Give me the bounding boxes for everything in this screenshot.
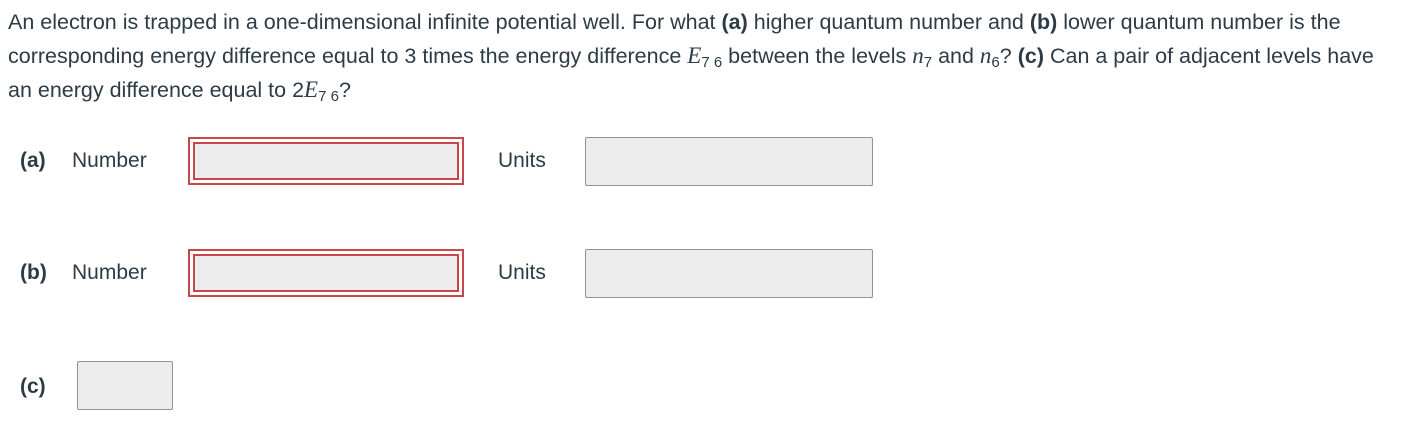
question-text [8,6,1398,107]
part-a-tag: (a) [721,10,748,34]
part-a-label: (a) [20,149,46,172]
number-label-a: Number [72,149,147,172]
energy-subscript: 7 6 [701,54,723,71]
between-text: between the levels [722,44,913,68]
answer-select-c[interactable] [77,361,173,410]
number-input-a[interactable] [188,137,464,185]
n7-subscript: 7 [923,54,933,71]
end-mark: ? [338,78,351,102]
number-input-a-field[interactable] [193,142,459,180]
part-b-tag: (b) [1029,10,1058,34]
part-b-text: lower quantum number is the corresponding energy difference equal to 3 times the energy difference [8,10,1341,68]
units-select-a[interactable] [585,137,873,186]
units-label-a: Units [498,149,546,172]
n6-symbol: n [979,43,992,68]
part-c-tag: (c) [1017,44,1044,68]
number-input-b-field[interactable] [193,254,459,292]
question-mark: ? [999,44,1018,68]
n7-symbol: n [912,43,924,68]
number-input-b[interactable] [188,249,464,297]
part-b-label: (b) [20,261,47,284]
and-text: and [932,44,980,68]
part-a-text: higher quantum number and [747,10,1030,34]
energy-subscript-2: 7 6 [318,88,339,105]
n6-subscript: 6 [991,54,1000,71]
energy-symbol-2: E [304,77,319,102]
part-c-text: Can a pair of adjacent levels have an energy difference equal to 2 [8,44,1374,102]
units-select-b[interactable] [585,249,873,298]
part-c-label: (c) [20,375,46,398]
question-intro: An electron is trapped in a one-dimensional infinite potential well. For what [8,10,722,34]
units-label-b: Units [498,261,546,284]
energy-symbol: E [687,43,702,68]
number-label-b: Number [72,261,147,284]
